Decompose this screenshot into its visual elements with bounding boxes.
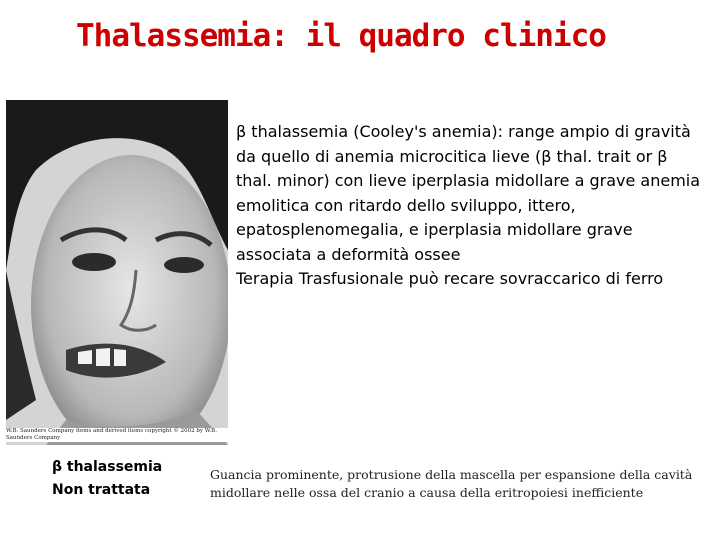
caption-line-2: Non trattata [52, 482, 151, 498]
slide-title: Thalassemia: il quadro clinico [76, 18, 606, 54]
caption-line-1: β thalassemia [52, 459, 163, 475]
therapy-paragraph: Terapia Trasfusionale può recare sovraccarico di ferro [236, 269, 664, 288]
photo-caption [52, 456, 202, 502]
description-paragraph: β thalassemia (Cooley's anemia): range ampio di gravità da quello di anemia microcitica lieve (β thal. trait or β thal. minor) con lieve iperplasia midollare a grave anemia emolitica con ritardo dello sviluppo, ittero, epatosplenomegalia, e iperplasia midollare grave associata a deformità ossee [236, 122, 701, 264]
body-text [236, 120, 706, 292]
photo-credit: W.B. Saunders Company items and derived items copyright © 2002 by W.B. Saunders Company [6, 428, 228, 442]
patient-photo [6, 100, 228, 445]
clinical-note: Guancia prominente, protrusione della mascella per espansione della cavità midollare nelle ossa del cranio a causa della eritropoiesi inefficiente [210, 467, 693, 500]
